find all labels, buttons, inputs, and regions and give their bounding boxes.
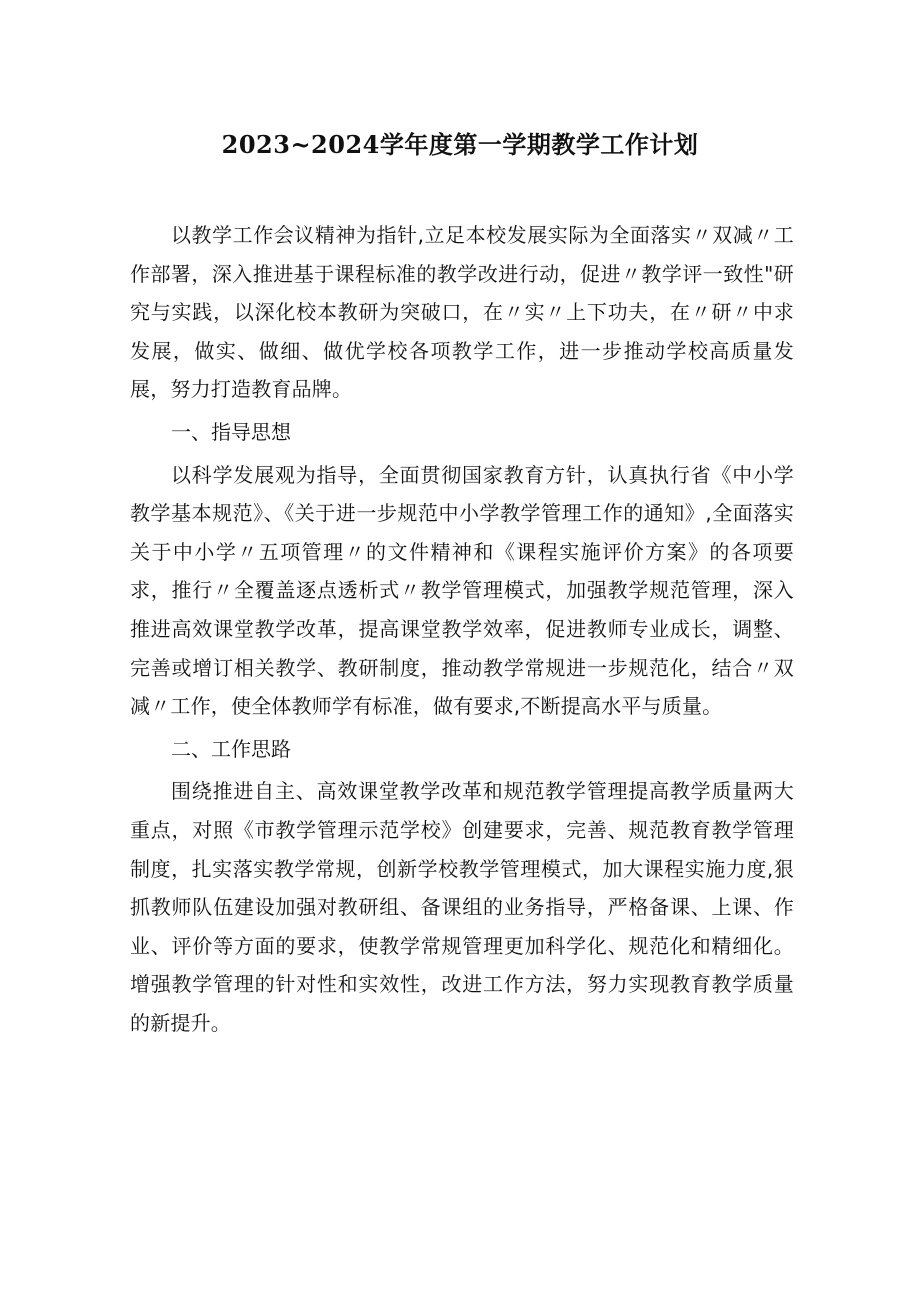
section-paragraph-work-approach: 围绕推进自主、高效课堂教学改革和规范教学管理提高教学质量两大重点，对照《市教学管理示范学校》创建要求，完善、规范教育教学管理制度，扎实落实教学常规，创新学校教学管理模式，加大课程实施力度,狠抓教师队伍建设加强对教研组、备课组的业务指导，严格备课、上课、作业、评价等方面的要求，使教学常规管理更加科学化、规范化和精细化。增强教学管理的针对性和实效性，改进工作方法，努力实现教育教学质量的新提升。 (130, 779, 794, 1035)
section-heading-work-approach: 二、工作思路 (171, 736, 291, 761)
document-body (130, 216, 794, 1042)
intro-paragraph: 以教学工作会议精神为指针,立足本校发展实际为全面落实〃双减〃工作部署，深入推进基于课程标准的教学改进行动，促进〃教学评一致性"研究与实践，以深化校本教研为突破口，在〃实〃上下功夫，在〃研〃中求发展，做实、做细、做优学校各项教学工作，进一步推动学校高质量发展，努力打造教育品牌。 (130, 223, 794, 402)
section-paragraph-guiding-ideology: 以科学发展观为指导，全面贯彻国家教育方针，认真执行省《中小学教学基本规范》、《关于进一步规范中小学教学管理工作的通知》,全面落实关于中小学〃五项管理〃的文件精神和《课程实施评价方案》的各项要求，推行〃全覆盖逐点透析式〃教学管理模式，加强教学规范管理，深入推进高效课堂教学改革，提高课堂教学效率，促进教师专业成长，调整、完善或增订相关教学、教研制度，推动教学常规进一步规范化，结合〃双减〃工作，使全体教师学有标准，做有要求,不断提高水平与质量。 (130, 462, 794, 719)
document-title: 2023~2024学年度第一学期教学工作计划 (221, 130, 699, 159)
section-heading-guiding-ideology: 一、指导思想 (171, 419, 291, 444)
